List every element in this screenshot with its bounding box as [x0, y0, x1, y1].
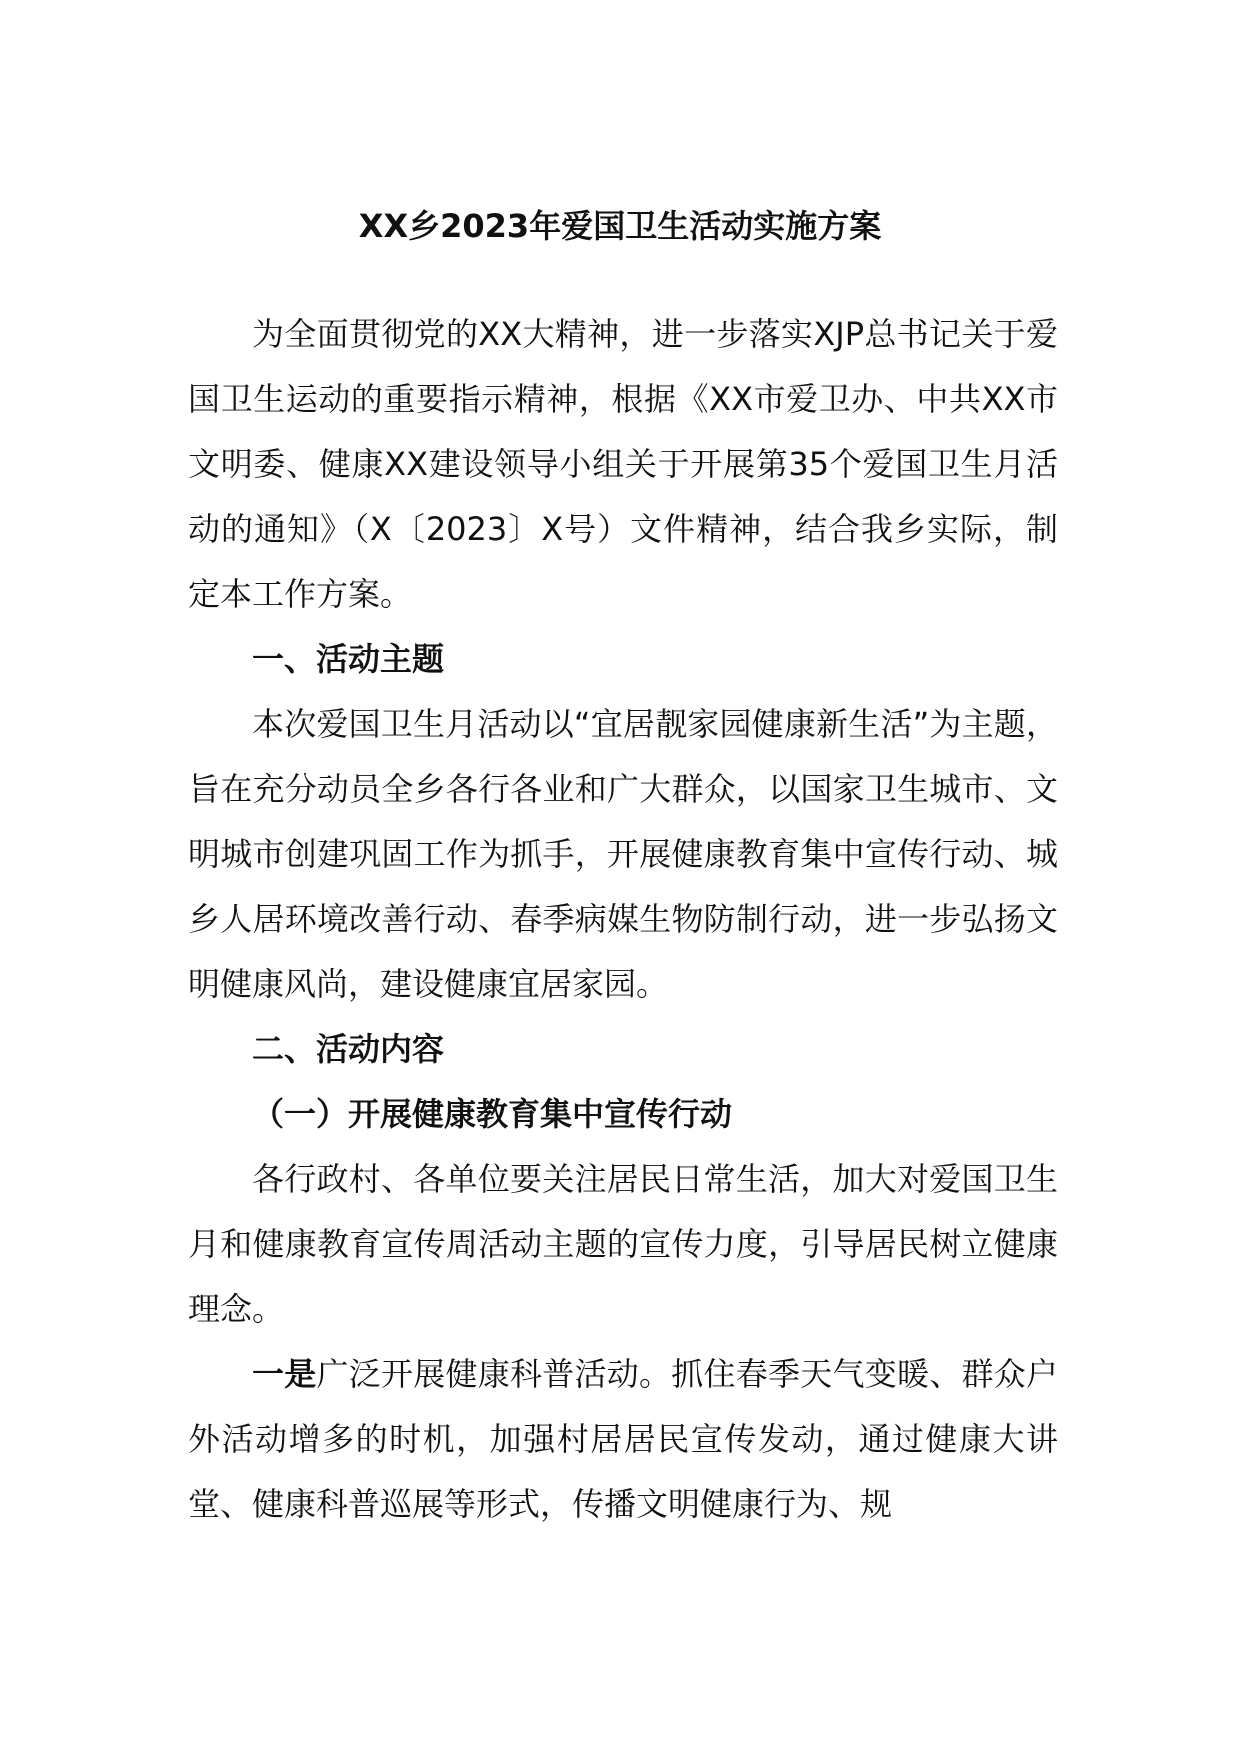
document-body [188, 302, 1058, 1537]
item-text: 广泛开展健康科普活动。抓住春季天气变暖、群众户外活动增多的时机，加强村居居民宣传发动，通过健康大讲堂、健康科普巡展等形式，传播文明健康行为、规 [188, 1355, 1058, 1523]
section-heading-content: 二、活动内容 [252, 1030, 445, 1068]
section-heading-theme: 一、活动主题 [252, 640, 445, 678]
document-title: XX乡2023年爱国卫生活动实施方案 [358, 207, 882, 245]
item-paragraph-1 [188, 1342, 1058, 1537]
intro-paragraph: 为全面贯彻党的XX大精神，进一步落实XJP总书记关于爱国卫生运动的重要指示精神，根据《XX市爱卫办、中共XX市文明委、健康XX建设领导小组关于开展第35个爱国卫生月活动的通知》（X〔2023〕X号）文件精神，结合我乡实际，制定本工作方案。 [188, 315, 1058, 613]
theme-paragraph: 本次爱国卫生月活动以“宜居靓家园健康新生活”为主题，旨在充分动员全乡各行各业和广大群众，以国家卫生城市、文明城市创建巩固工作为抓手，开展健康教育集中宣传行动、城乡人居环境改善行动、春季病媒生物防制行动，进一步弘扬文明健康风尚，建设健康宜居家园。 [188, 705, 1058, 1003]
publicity-paragraph: 各行政村、各单位要关注居民日常生活，加大对爱国卫生月和健康教育宣传周活动主题的宣传力度，引导居民树立健康理念。 [188, 1160, 1058, 1328]
subsection-heading-publicity: （一）开展健康教育集中宣传行动 [252, 1095, 733, 1133]
item-lead: 一是 [252, 1355, 317, 1393]
